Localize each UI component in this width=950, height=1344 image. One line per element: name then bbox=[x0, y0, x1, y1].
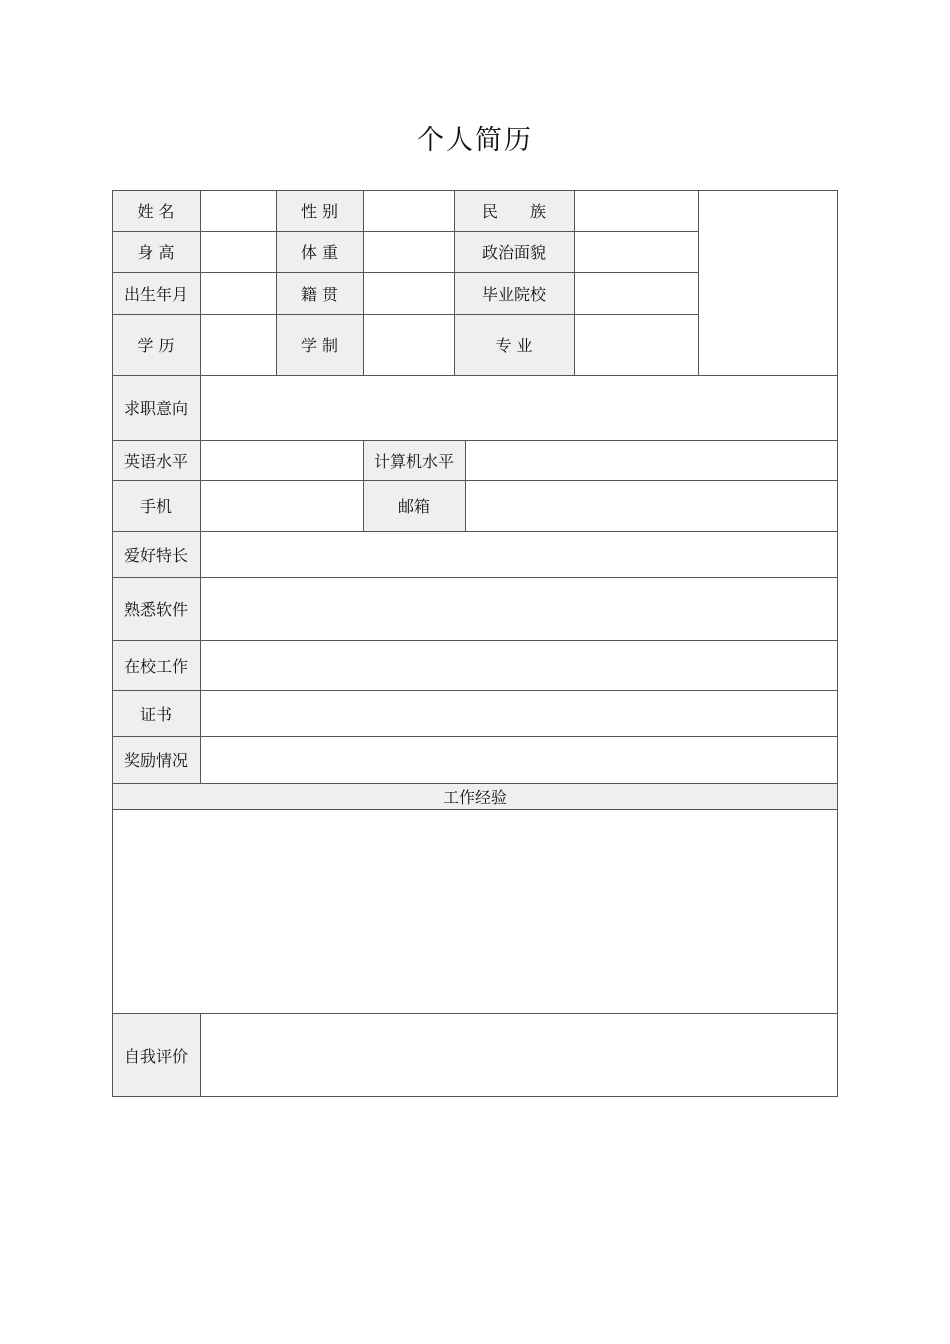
grid-line bbox=[112, 690, 838, 691]
grid-line bbox=[112, 736, 838, 737]
grid-line bbox=[112, 531, 838, 532]
major-field[interactable] bbox=[574, 314, 698, 375]
software-field[interactable] bbox=[200, 577, 838, 640]
grid-line bbox=[465, 440, 466, 531]
major-label: 专 业 bbox=[454, 314, 574, 375]
phone-label: 手机 bbox=[112, 480, 200, 531]
software-label: 熟悉软件 bbox=[112, 577, 200, 640]
school-label: 毕业院校 bbox=[454, 272, 574, 314]
grid-line bbox=[112, 190, 838, 191]
award-field[interactable] bbox=[200, 736, 838, 783]
ethnicity-label: 民 族 bbox=[454, 190, 574, 231]
politics-field[interactable] bbox=[574, 231, 698, 272]
grid-line bbox=[454, 190, 455, 375]
grid-line bbox=[112, 440, 838, 441]
grid-line bbox=[574, 190, 575, 375]
english-field[interactable] bbox=[200, 440, 363, 480]
grid-line bbox=[112, 375, 838, 376]
birth-label: 出生年月 bbox=[112, 272, 200, 314]
hobby-label: 爱好特长 bbox=[112, 531, 200, 577]
work-experience-header: 工作经验 bbox=[112, 783, 838, 809]
grid-line bbox=[200, 190, 201, 783]
name-field[interactable] bbox=[200, 190, 276, 231]
self-evaluation-field[interactable] bbox=[200, 1013, 838, 1097]
email-label: 邮箱 bbox=[363, 480, 465, 531]
computer-field[interactable] bbox=[465, 440, 838, 480]
photo-box[interactable] bbox=[698, 190, 838, 375]
education-field[interactable] bbox=[200, 314, 276, 375]
education-label: 学 历 bbox=[112, 314, 200, 375]
resume-table bbox=[112, 190, 838, 1097]
grid-line bbox=[276, 190, 277, 375]
english-label: 英语水平 bbox=[112, 440, 200, 480]
weight-field[interactable] bbox=[363, 231, 454, 272]
ethnicity-field[interactable] bbox=[574, 190, 698, 231]
origin-label: 籍 贯 bbox=[276, 272, 363, 314]
self-evaluation-label: 自我评价 bbox=[112, 1013, 200, 1097]
gender-field[interactable] bbox=[363, 190, 454, 231]
height-label: 身 高 bbox=[112, 231, 200, 272]
campus-work-field[interactable] bbox=[200, 640, 838, 690]
grid-line bbox=[837, 190, 838, 1097]
name-label: 姓 名 bbox=[112, 190, 200, 231]
gender-label: 性 别 bbox=[276, 190, 363, 231]
grid-line bbox=[112, 577, 838, 578]
weight-label: 体 重 bbox=[276, 231, 363, 272]
origin-field[interactable] bbox=[363, 272, 454, 314]
work-experience-field[interactable] bbox=[112, 809, 838, 1013]
computer-label: 计算机水平 bbox=[363, 440, 465, 480]
page-title: 个人简历 bbox=[417, 125, 533, 156]
grid-line bbox=[112, 1096, 838, 1097]
hobby-field[interactable] bbox=[200, 531, 838, 577]
system-field[interactable] bbox=[363, 314, 454, 375]
email-field[interactable] bbox=[465, 480, 838, 531]
grid-line bbox=[363, 440, 364, 531]
system-label: 学 制 bbox=[276, 314, 363, 375]
grid-line bbox=[112, 783, 838, 784]
politics-label: 政治面貌 bbox=[454, 231, 574, 272]
grid-line bbox=[363, 190, 364, 375]
height-field[interactable] bbox=[200, 231, 276, 272]
intent-label: 求职意向 bbox=[112, 375, 200, 440]
school-field[interactable] bbox=[574, 272, 698, 314]
grid-line bbox=[112, 640, 838, 641]
grid-line bbox=[698, 190, 699, 375]
award-label: 奖励情况 bbox=[112, 736, 200, 783]
certificate-label: 证书 bbox=[112, 690, 200, 736]
phone-field[interactable] bbox=[200, 480, 363, 531]
certificate-field[interactable] bbox=[200, 690, 838, 736]
intent-field[interactable] bbox=[200, 375, 838, 440]
grid-line bbox=[112, 480, 838, 481]
birth-field[interactable] bbox=[200, 272, 276, 314]
grid-line bbox=[112, 809, 838, 810]
grid-line bbox=[200, 1013, 201, 1097]
grid-line bbox=[112, 1013, 838, 1014]
grid-line bbox=[112, 190, 113, 1097]
campus-work-label: 在校工作 bbox=[112, 640, 200, 690]
